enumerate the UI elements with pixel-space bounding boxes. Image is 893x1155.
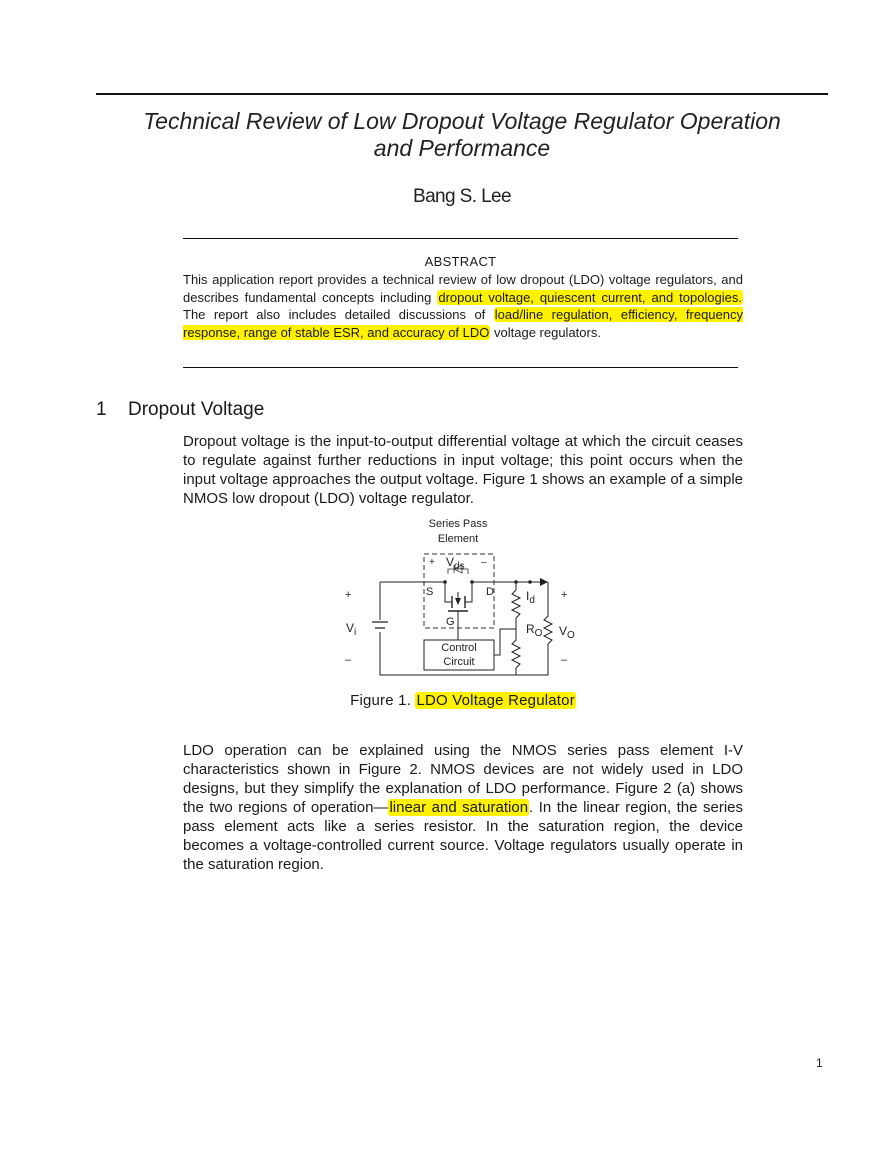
- battery-icon: [372, 622, 388, 628]
- title-line-1: Technical Review of Low Dropout Voltage Regulator Operation: [143, 108, 781, 134]
- author: Bang S. Lee: [413, 186, 511, 207]
- abstract-text-2: The report also includes detailed discussions of: [183, 307, 494, 323]
- abstract-heading: ABSTRACT: [424, 254, 497, 269]
- figure-caption: [183, 692, 743, 709]
- vi-label: $V_i$: [346, 621, 357, 638]
- abstract-text-1: This application report provides a technical review of low dropout (LDO) voltage regulators, and describes fundamental concepts including: [183, 272, 743, 305]
- mosfet-arrow-icon: [455, 598, 461, 605]
- paragraph-2-text-2: . In the linear region, the series pass element acts like a series resistor. In the saturation region, the device becomes a voltage-controlled current source. Voltage regulators usually operate in the saturation region.: [183, 799, 743, 873]
- vds-plus: +: [429, 557, 435, 568]
- paragraph-2-highlight: linear and saturation: [389, 799, 529, 816]
- id-label: $I_d$: [526, 589, 535, 606]
- ro-label: $R_O$: [526, 622, 543, 639]
- paper-title: [96, 108, 828, 162]
- gate-label: G: [446, 616, 455, 628]
- current-arrow-icon: [540, 578, 548, 586]
- section-number: 1: [96, 399, 107, 420]
- ldo-circuit-diagram: [330, 512, 590, 682]
- paragraph-1: Dropout voltage is the input-to-output differential voltage at which the circuit ceases to regulate against further reductions in input voltage; this point occurs when the input voltage approaches the output voltage. Figure 1 shows an example of a simple NMOS low dropout (LDO) voltage regulator.: [183, 433, 743, 507]
- paragraph-2: [183, 741, 743, 874]
- vo-plus: +: [561, 589, 568, 601]
- node-output: [528, 580, 532, 584]
- section-title: Dropout Voltage: [128, 399, 265, 420]
- series-pass-label-2: Element: [437, 533, 479, 545]
- vi-minus: –: [345, 654, 352, 666]
- abstract-highlight-2: load/line regulation, efficiency, frequency response, range of stable ESR, and accuracy of LDO: [183, 307, 743, 340]
- caption-highlight: LDO Voltage Regulator: [416, 692, 575, 709]
- vds-minus: –: [481, 557, 487, 568]
- abstract-top-rule: [183, 238, 738, 239]
- vo-minus: –: [561, 654, 568, 666]
- vo-label: $V_O$: [559, 624, 575, 641]
- abstract-bottom-rule: [183, 367, 738, 368]
- vi-plus: +: [345, 589, 352, 601]
- abstract-highlight-1: dropout voltage, quiescent current, and topologies.: [438, 289, 743, 305]
- top-rule: [96, 93, 828, 95]
- abstract-text-3: voltage regulators.: [490, 324, 601, 340]
- vds-label: $V_{ds}$: [446, 555, 465, 572]
- page-number: 1: [816, 1056, 823, 1070]
- abstract-body: [183, 271, 743, 341]
- paragraph-2-text-1: LDO operation can be explained using the NMOS series pass element I-V characteristics shown in Figure 2. NMOS devices are not widely used in LDO designs, but they simplify the explanation of LDO performance. Figure 2 (a) shows the two regions of operation—: [183, 742, 743, 816]
- drain-label: D: [486, 586, 494, 598]
- title-line-2: and Performance: [373, 135, 551, 161]
- control-label-1: Control: [441, 642, 477, 654]
- source-label: S: [426, 586, 434, 598]
- caption-prefix: Figure 1.: [350, 692, 412, 709]
- series-pass-label-1: Series Pass: [428, 518, 488, 530]
- control-label-2: Circuit: [443, 656, 475, 668]
